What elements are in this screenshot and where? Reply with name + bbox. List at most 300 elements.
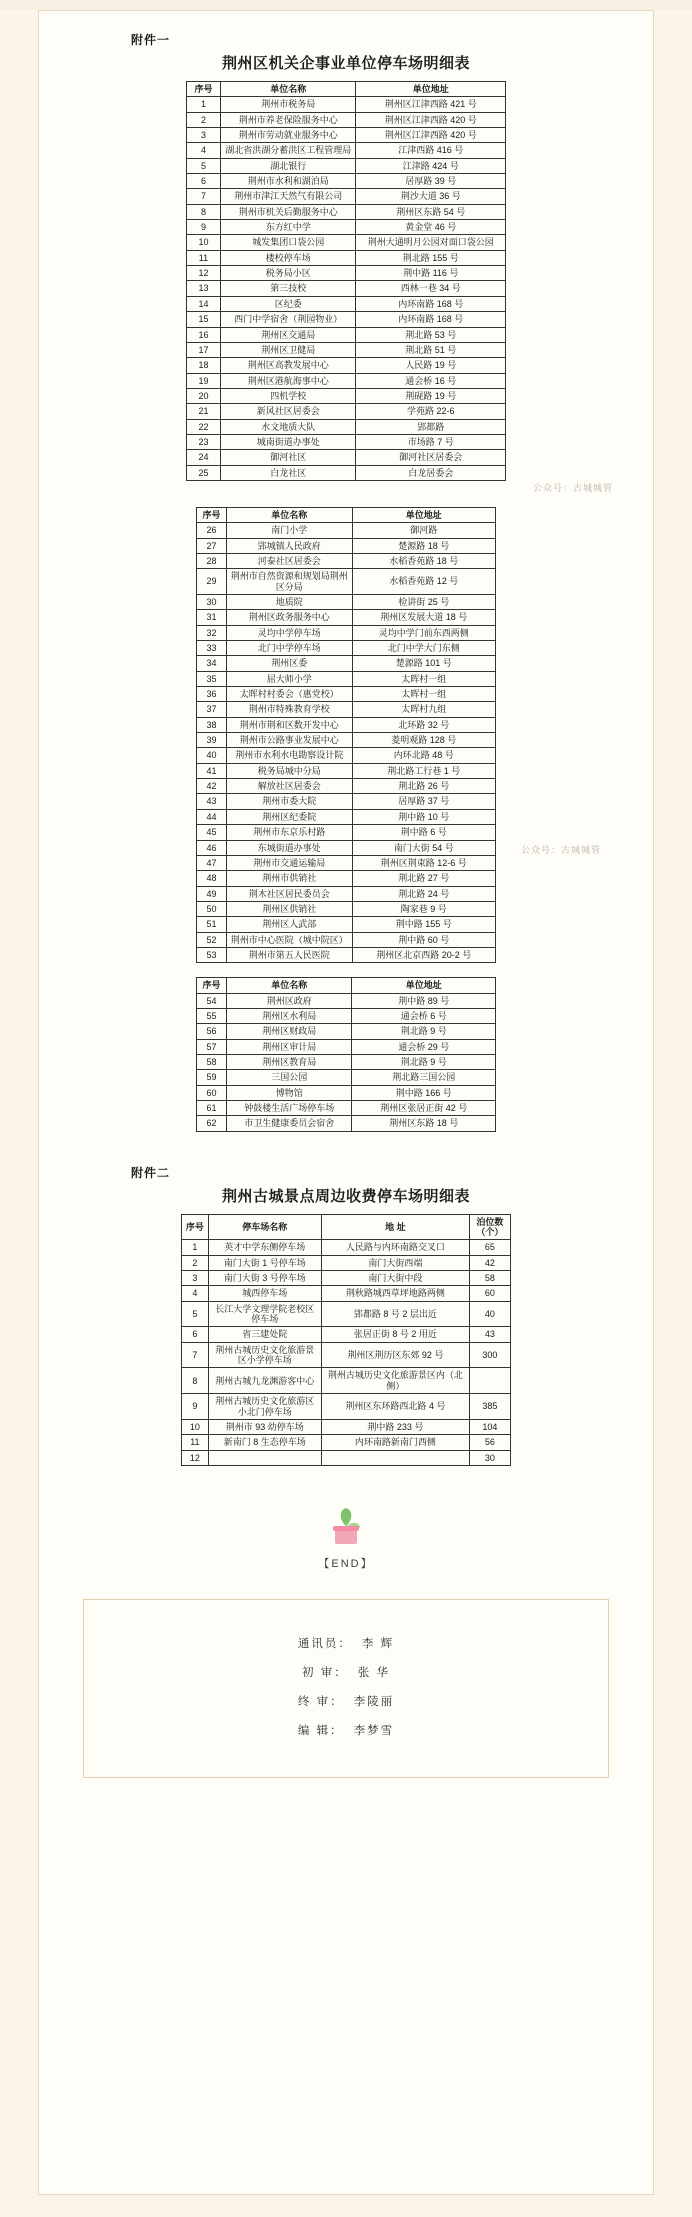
cell-address: 南门大街 54 号 [352, 840, 496, 855]
cell-unit-name: 四机学校 [220, 388, 356, 403]
cell-index: 3 [182, 1271, 209, 1286]
cell-index: 11 [187, 250, 221, 265]
cell-unit-name: 荆州市水利水电勘察设计院 [226, 748, 352, 763]
cell-index: 31 [197, 610, 227, 625]
document-page [0, 10, 692, 2217]
cell-unit-name: 荆州市水利和湖泊局 [220, 174, 356, 189]
table-row [197, 871, 496, 886]
attachment1-table2-wrap [53, 507, 639, 963]
cell-index: 41 [197, 763, 227, 778]
cell-unit-name: 东城街道办事处 [226, 840, 352, 855]
cell-index: 50 [197, 901, 227, 916]
table-row [187, 204, 506, 219]
cell-address: 荆州区发展大道 18 号 [352, 610, 496, 625]
cell-capacity: 300 [469, 1342, 510, 1368]
cell-unit-name: 西门中学宿舍（荆园物业） [220, 312, 356, 327]
attachment1-table1-wrap [53, 81, 639, 481]
table-row [197, 656, 496, 671]
cell-index: 49 [197, 886, 227, 901]
cell-unit-name: 荆州区港航海事中心 [220, 373, 356, 388]
cell-index: 5 [182, 1301, 209, 1327]
attachment2-title: 荆州古城景点周边收费停车场明细表 [221, 1188, 470, 1205]
cell-index: 36 [197, 687, 227, 702]
cell-address: 荆北路 9 号 [352, 1024, 496, 1039]
cell-unit-name: 荆州区政府 [226, 993, 352, 1008]
cell-unit-name: 荆州市养老保险服务中心 [220, 112, 356, 127]
cell-address: 张居正街 8 号 2 用近 [321, 1327, 469, 1342]
cell-unit-name: 税务局城中分局 [226, 763, 352, 778]
cell-index: 44 [197, 809, 227, 824]
table-row [182, 1435, 511, 1450]
cell-index: 40 [197, 748, 227, 763]
cell-unit-name: 荆州区水利局 [226, 1008, 352, 1023]
cell-index: 1 [182, 1240, 209, 1255]
cell-address: 市场路 7 号 [356, 434, 506, 449]
watermark-middle: 公众号：古城城管 [520, 845, 601, 855]
cell-unit-name: 荆州市机关后勤服务中心 [220, 204, 356, 219]
cell-unit-name: 城发集团口袋公园 [220, 235, 356, 250]
attachment1-table-part2 [196, 507, 496, 963]
cell-unit-name: 荆州市东京乐村路 [226, 825, 352, 840]
cell-index: 57 [197, 1039, 227, 1054]
cell-index: 16 [187, 327, 221, 342]
cell-unit-name: 太晖村村委会（惠党校） [226, 687, 352, 702]
attachment2-body [182, 1240, 511, 1466]
cell-unit-name: 荆州市津江天然气有限公司 [220, 189, 356, 204]
cell-address: 荆中路 116 号 [356, 266, 506, 281]
cell-address: 荆州区东环路西北路 4 号 [321, 1394, 469, 1420]
cell-lot-name: 荆州古城九龙渊游客中心 [208, 1368, 321, 1394]
attachment1-part2-body [197, 523, 496, 963]
table-row [197, 569, 496, 595]
cell-index: 12 [187, 266, 221, 281]
table-row [187, 419, 506, 434]
attachment2-table-wrap [53, 1214, 639, 1466]
cell-address: 灵均中学门前东西两侧 [352, 625, 496, 640]
table-row [197, 809, 496, 824]
col-header-index: 序号 [197, 507, 227, 522]
cell-lot-name: 英才中学东侧停车场 [208, 1240, 321, 1255]
cell-address: 荆州区江津西路 420 号 [356, 128, 506, 143]
table-row [197, 1070, 496, 1085]
cell-address: 荆州区张居正街 42 号 [352, 1101, 496, 1116]
cell-address: 水稻香苑路 12 号 [352, 569, 496, 595]
cell-unit-name: 白龙社区 [220, 465, 356, 480]
cell-address: 黄金堂 46 号 [356, 220, 506, 235]
cell-address: 北门中学大门东侧 [352, 641, 496, 656]
cell-unit-name: 荆州区供销社 [226, 901, 352, 916]
table-row [187, 143, 506, 158]
cell-index: 1 [187, 97, 221, 112]
table-row [187, 450, 506, 465]
cell-index: 32 [197, 625, 227, 640]
attachment1-label: 附件一 [131, 33, 171, 47]
table-row [187, 358, 506, 373]
cell-lot-name: 省三建处院 [208, 1327, 321, 1342]
table-row [187, 220, 506, 235]
cell-index: 7 [187, 189, 221, 204]
cell-unit-name: 博物馆 [226, 1085, 352, 1100]
col-header-address: 单位地址 [352, 978, 496, 993]
table-row [187, 174, 506, 189]
table-row [197, 840, 496, 855]
cell-index: 42 [197, 779, 227, 794]
cell-lot-name: 城西停车场 [208, 1286, 321, 1301]
cell-address: 通会桥 16 号 [356, 373, 506, 388]
cell-address: 郢都路 8 号 2 层出近 [321, 1301, 469, 1327]
cell-index: 7 [182, 1342, 209, 1368]
cell-address: 荆州大通明月公园对面口袋公园 [356, 235, 506, 250]
cell-address [321, 1450, 469, 1465]
cell-address: 江津路 424 号 [356, 158, 506, 173]
table-row [197, 702, 496, 717]
cell-address: 水稻香苑路 18 号 [352, 553, 496, 568]
table-row [197, 763, 496, 778]
table-row [187, 404, 506, 419]
cell-unit-name: 荆州市第五人民医院 [226, 947, 352, 962]
spacer-2 [53, 963, 639, 977]
cell-unit-name: 税务局小区 [220, 266, 356, 281]
cell-lot-name: 荆州市 93 幼停车场 [208, 1419, 321, 1434]
cell-capacity [469, 1368, 510, 1394]
table-row [197, 733, 496, 748]
cell-index: 14 [187, 296, 221, 311]
cell-index: 58 [197, 1054, 227, 1069]
cell-address: 南门大街西端 [321, 1255, 469, 1270]
cell-unit-name: 地质院 [226, 595, 352, 610]
cell-index: 29 [197, 569, 227, 595]
cell-address: 荆中路 166 号 [352, 1085, 496, 1100]
cell-address: 荆北路 155 号 [356, 250, 506, 265]
cell-index: 59 [197, 1070, 227, 1085]
table-row [197, 1039, 496, 1054]
cell-address: 荆州区东路 54 号 [356, 204, 506, 219]
cell-address: 北环路 32 号 [352, 717, 496, 732]
table-row [197, 917, 496, 932]
cell-index: 27 [197, 538, 227, 553]
table-row [187, 97, 506, 112]
cell-address: 荆北路 27 号 [352, 871, 496, 886]
cell-index: 25 [187, 465, 221, 480]
cell-index: 28 [197, 553, 227, 568]
cell-address: 荆州区江津西路 420 号 [356, 112, 506, 127]
cell-unit-name: 荆州市劳动就业服务中心 [220, 128, 356, 143]
cell-unit-name: 荆州区人武部 [226, 917, 352, 932]
cell-address: 通会桥 6 号 [352, 1008, 496, 1023]
table-row [197, 553, 496, 568]
col-header-address: 单位地址 [356, 82, 506, 97]
cell-address: 荆北路 53 号 [356, 327, 506, 342]
table-row [187, 342, 506, 357]
cell-unit-name: 荆州区政务服务中心 [226, 610, 352, 625]
cell-index: 46 [197, 840, 227, 855]
credit-role: 编 辑： [297, 1724, 344, 1737]
cell-unit-name: 荆州市税务局 [220, 97, 356, 112]
table-row [182, 1419, 511, 1434]
cell-unit-name: 南门小学 [226, 523, 352, 538]
spacer-3 [53, 1132, 639, 1158]
watermark-top: 公众号：古城城管 [532, 483, 613, 493]
cell-address: 内环南路 168 号 [356, 312, 506, 327]
cell-address: 荆中路 10 号 [352, 809, 496, 824]
attachment2-label: 附件二 [131, 1165, 171, 1180]
cell-unit-name: 荆木社区居民委员会 [226, 886, 352, 901]
cell-index: 51 [197, 917, 227, 932]
col-header-index: 序号 [187, 82, 221, 97]
cell-capacity: 58 [469, 1271, 510, 1286]
document-body [38, 10, 654, 2195]
cell-lot-name: 南门大街 3 号停车场 [208, 1271, 321, 1286]
table-row [182, 1301, 511, 1327]
cell-index: 8 [187, 204, 221, 219]
cell-address: 郢都路 [356, 419, 506, 434]
cell-index: 48 [197, 871, 227, 886]
table-row [182, 1286, 511, 1301]
cell-index: 11 [182, 1435, 209, 1450]
cell-index: 4 [182, 1286, 209, 1301]
cell-capacity: 43 [469, 1327, 510, 1342]
cell-index: 30 [197, 595, 227, 610]
cell-lot-name: 荆州古城历史文化旅游景区小学停车场 [208, 1342, 321, 1368]
table-row [187, 112, 506, 127]
attachment1-part1-body [187, 97, 506, 481]
cell-address: 内环南路新南门西侧 [321, 1435, 469, 1450]
cell-unit-name: 解放社区居委会 [226, 779, 352, 794]
cell-address: 荆州区荆历区东郊 92 号 [321, 1342, 469, 1368]
table-row [187, 373, 506, 388]
cell-address: 荆中路 89 号 [352, 993, 496, 1008]
attachment1-table3-wrap [53, 977, 639, 1131]
cell-index: 38 [197, 717, 227, 732]
cell-index: 9 [182, 1394, 209, 1420]
cell-index: 52 [197, 932, 227, 947]
cell-unit-name: 河泰社区居委会 [226, 553, 352, 568]
cell-address: 居厚路 37 号 [352, 794, 496, 809]
cell-capacity: 30 [469, 1450, 510, 1465]
cell-capacity: 60 [469, 1286, 510, 1301]
cell-unit-name: 郢城镇人民政府 [226, 538, 352, 553]
cell-index: 20 [187, 388, 221, 403]
table-row [187, 128, 506, 143]
cell-index: 34 [197, 656, 227, 671]
cell-index: 13 [187, 281, 221, 296]
cell-index: 21 [187, 404, 221, 419]
cell-capacity: 40 [469, 1301, 510, 1327]
cell-address: 内环南路 168 号 [356, 296, 506, 311]
cell-index: 61 [197, 1101, 227, 1116]
credit-row [84, 1693, 608, 1709]
cell-index: 10 [187, 235, 221, 250]
col-header-index: 序号 [197, 978, 227, 993]
credit-role: 初 审： [302, 1666, 348, 1679]
cell-unit-name: 市卫生健康委员会宿舍 [226, 1116, 352, 1131]
cell-unit-name: 荆州市自然资源和规划局荆州区分局 [226, 569, 352, 595]
cell-address: 楚源路 18 号 [352, 538, 496, 553]
cell-address: 荆州区东路 18 号 [352, 1116, 496, 1131]
cell-index: 24 [187, 450, 221, 465]
cell-index: 60 [197, 1085, 227, 1100]
cell-address: 荆中路 233 号 [321, 1419, 469, 1434]
cell-index: 3 [187, 128, 221, 143]
table-row [197, 932, 496, 947]
cell-index: 4 [187, 143, 221, 158]
cell-unit-name: 荆州区高教发展中心 [220, 358, 356, 373]
col-header-unit: 单位名称 [226, 978, 352, 993]
cell-unit-name: 荆州市供销社 [226, 871, 352, 886]
cell-address: 通会桥 29 号 [352, 1039, 496, 1054]
cell-address: 南门大街中段 [321, 1271, 469, 1286]
cell-index: 43 [197, 794, 227, 809]
cell-unit-name: 屈大师小学 [226, 671, 352, 686]
table-row [197, 717, 496, 732]
table-row [197, 641, 496, 656]
cell-index: 15 [187, 312, 221, 327]
col-header-unit: 单位名称 [226, 507, 352, 522]
table-row [187, 266, 506, 281]
table-row [197, 825, 496, 840]
table-row [187, 250, 506, 265]
cell-unit-name: 荆州区委 [226, 656, 352, 671]
cell-index: 35 [197, 671, 227, 686]
table-row [187, 327, 506, 342]
cell-index: 19 [187, 373, 221, 388]
table-row [197, 671, 496, 686]
credit-role: 终 审： [297, 1695, 344, 1708]
cell-index: 6 [182, 1327, 209, 1342]
cell-index: 6 [187, 174, 221, 189]
cell-address: 楚源路 101 号 [352, 656, 496, 671]
cell-address: 荆中路 6 号 [352, 825, 496, 840]
cell-address: 荆北路 9 号 [352, 1054, 496, 1069]
cell-unit-name: 荆州区卫健局 [220, 342, 356, 357]
table-row [187, 158, 506, 173]
end-block [53, 1506, 639, 1571]
table-row [197, 1008, 496, 1023]
cell-index: 39 [197, 733, 227, 748]
cell-address: 荆秋路城西草坪地路两侧 [321, 1286, 469, 1301]
cell-index: 37 [197, 702, 227, 717]
table-row [187, 312, 506, 327]
cell-index: 54 [197, 993, 227, 1008]
cell-unit-name: 御河社区 [220, 450, 356, 465]
cell-index: 26 [197, 523, 227, 538]
plant-icon [329, 1506, 363, 1546]
cell-lot-name [208, 1450, 321, 1465]
table-row [197, 1024, 496, 1039]
cell-address: 居厚路 39 号 [356, 174, 506, 189]
cell-unit-name: 新风社区居委会 [220, 404, 356, 419]
table-row [197, 538, 496, 553]
table-header-row [182, 1214, 511, 1240]
cell-index: 5 [187, 158, 221, 173]
col-header-address: 单位地址 [352, 507, 496, 522]
cell-address: 荆北路 51 号 [356, 342, 506, 357]
cell-unit-name: 荆州市委大院 [226, 794, 352, 809]
cell-unit-name: 第三技校 [220, 281, 356, 296]
table-row [197, 779, 496, 794]
cell-address: 荆北路工行巷 1 号 [352, 763, 496, 778]
cell-unit-name: 灵均中学停车场 [226, 625, 352, 640]
table-row [197, 855, 496, 870]
cell-unit-name: 荆州市特殊教育学校 [226, 702, 352, 717]
table-row [197, 1054, 496, 1069]
table-row [187, 189, 506, 204]
cell-unit-name: 区纪委 [220, 296, 356, 311]
cell-address: 白龙居委会 [356, 465, 506, 480]
cell-index: 23 [187, 434, 221, 449]
cell-address: 御河社区居委会 [356, 450, 506, 465]
cell-unit-name: 城南街道办事处 [220, 434, 356, 449]
credit-row [84, 1664, 608, 1680]
table-row [187, 465, 506, 480]
credit-name: 李陵丽 [353, 1695, 395, 1708]
cell-capacity: 56 [469, 1435, 510, 1450]
cell-unit-name: 荆州区审计局 [226, 1039, 352, 1054]
cell-capacity: 65 [469, 1240, 510, 1255]
cell-index: 17 [187, 342, 221, 357]
cell-unit-name: 北门中学停车场 [226, 641, 352, 656]
table-header-row [197, 507, 496, 522]
table-row [197, 886, 496, 901]
cell-index: 56 [197, 1024, 227, 1039]
cell-address: 荆州区江津西路 421 号 [356, 97, 506, 112]
cell-address: 太晖村一组 [352, 687, 496, 702]
cell-address: 学苑路 22-6 [356, 404, 506, 419]
cell-lot-name: 长江大学文理学院老校区停车场 [208, 1301, 321, 1327]
cell-address: 太晖村九组 [352, 702, 496, 717]
attachment1-part3-body [197, 993, 496, 1131]
cell-address: 西林一巷 34 号 [356, 281, 506, 296]
table-row [182, 1327, 511, 1342]
table-row [187, 235, 506, 250]
attachment1-title: 荆州区机关企事业单位停车场明细表 [221, 56, 470, 72]
col-header-index: 序号 [182, 1214, 209, 1240]
attachment2-table [181, 1214, 511, 1466]
table-row [182, 1255, 511, 1270]
cell-address: 御河路 [352, 523, 496, 538]
table-row [197, 901, 496, 916]
credit-name: 张 华 [357, 1666, 390, 1679]
cell-address: 荆州古城历史文化旅游景区内（北侧） [321, 1368, 469, 1394]
table-row [197, 610, 496, 625]
credit-name: 李 辉 [361, 1637, 395, 1650]
table-row [182, 1342, 511, 1368]
credits-box [83, 1599, 609, 1778]
cell-address: 陶家巷 9 号 [352, 901, 496, 916]
cell-index: 8 [182, 1368, 209, 1394]
table-row [187, 296, 506, 311]
credit-role: 通讯员： [297, 1637, 352, 1650]
cell-address: 荆中路 60 号 [352, 932, 496, 947]
cell-index: 33 [197, 641, 227, 656]
cell-unit-name: 荆州区纪委院 [226, 809, 352, 824]
cell-unit-name: 楼校停车场 [220, 250, 356, 265]
credit-name: 李梦雪 [353, 1724, 395, 1737]
cell-unit-name: 荆州区财政局 [226, 1024, 352, 1039]
table-row [197, 1101, 496, 1116]
cell-unit-name: 东方红中学 [220, 220, 356, 235]
table-row [197, 748, 496, 763]
table-row [182, 1271, 511, 1286]
cell-index: 2 [187, 112, 221, 127]
col-header-unit: 单位名称 [220, 82, 356, 97]
table-row [187, 434, 506, 449]
col-header-lot-name: 停车场名称 [208, 1214, 321, 1240]
cell-address: 菱明观路 128 号 [352, 733, 496, 748]
cell-address: 内环北路 48 号 [352, 748, 496, 763]
cell-unit-name: 湖北省洪湖分蓄洪区工程管理局 [220, 143, 356, 158]
credit-row [84, 1635, 608, 1651]
